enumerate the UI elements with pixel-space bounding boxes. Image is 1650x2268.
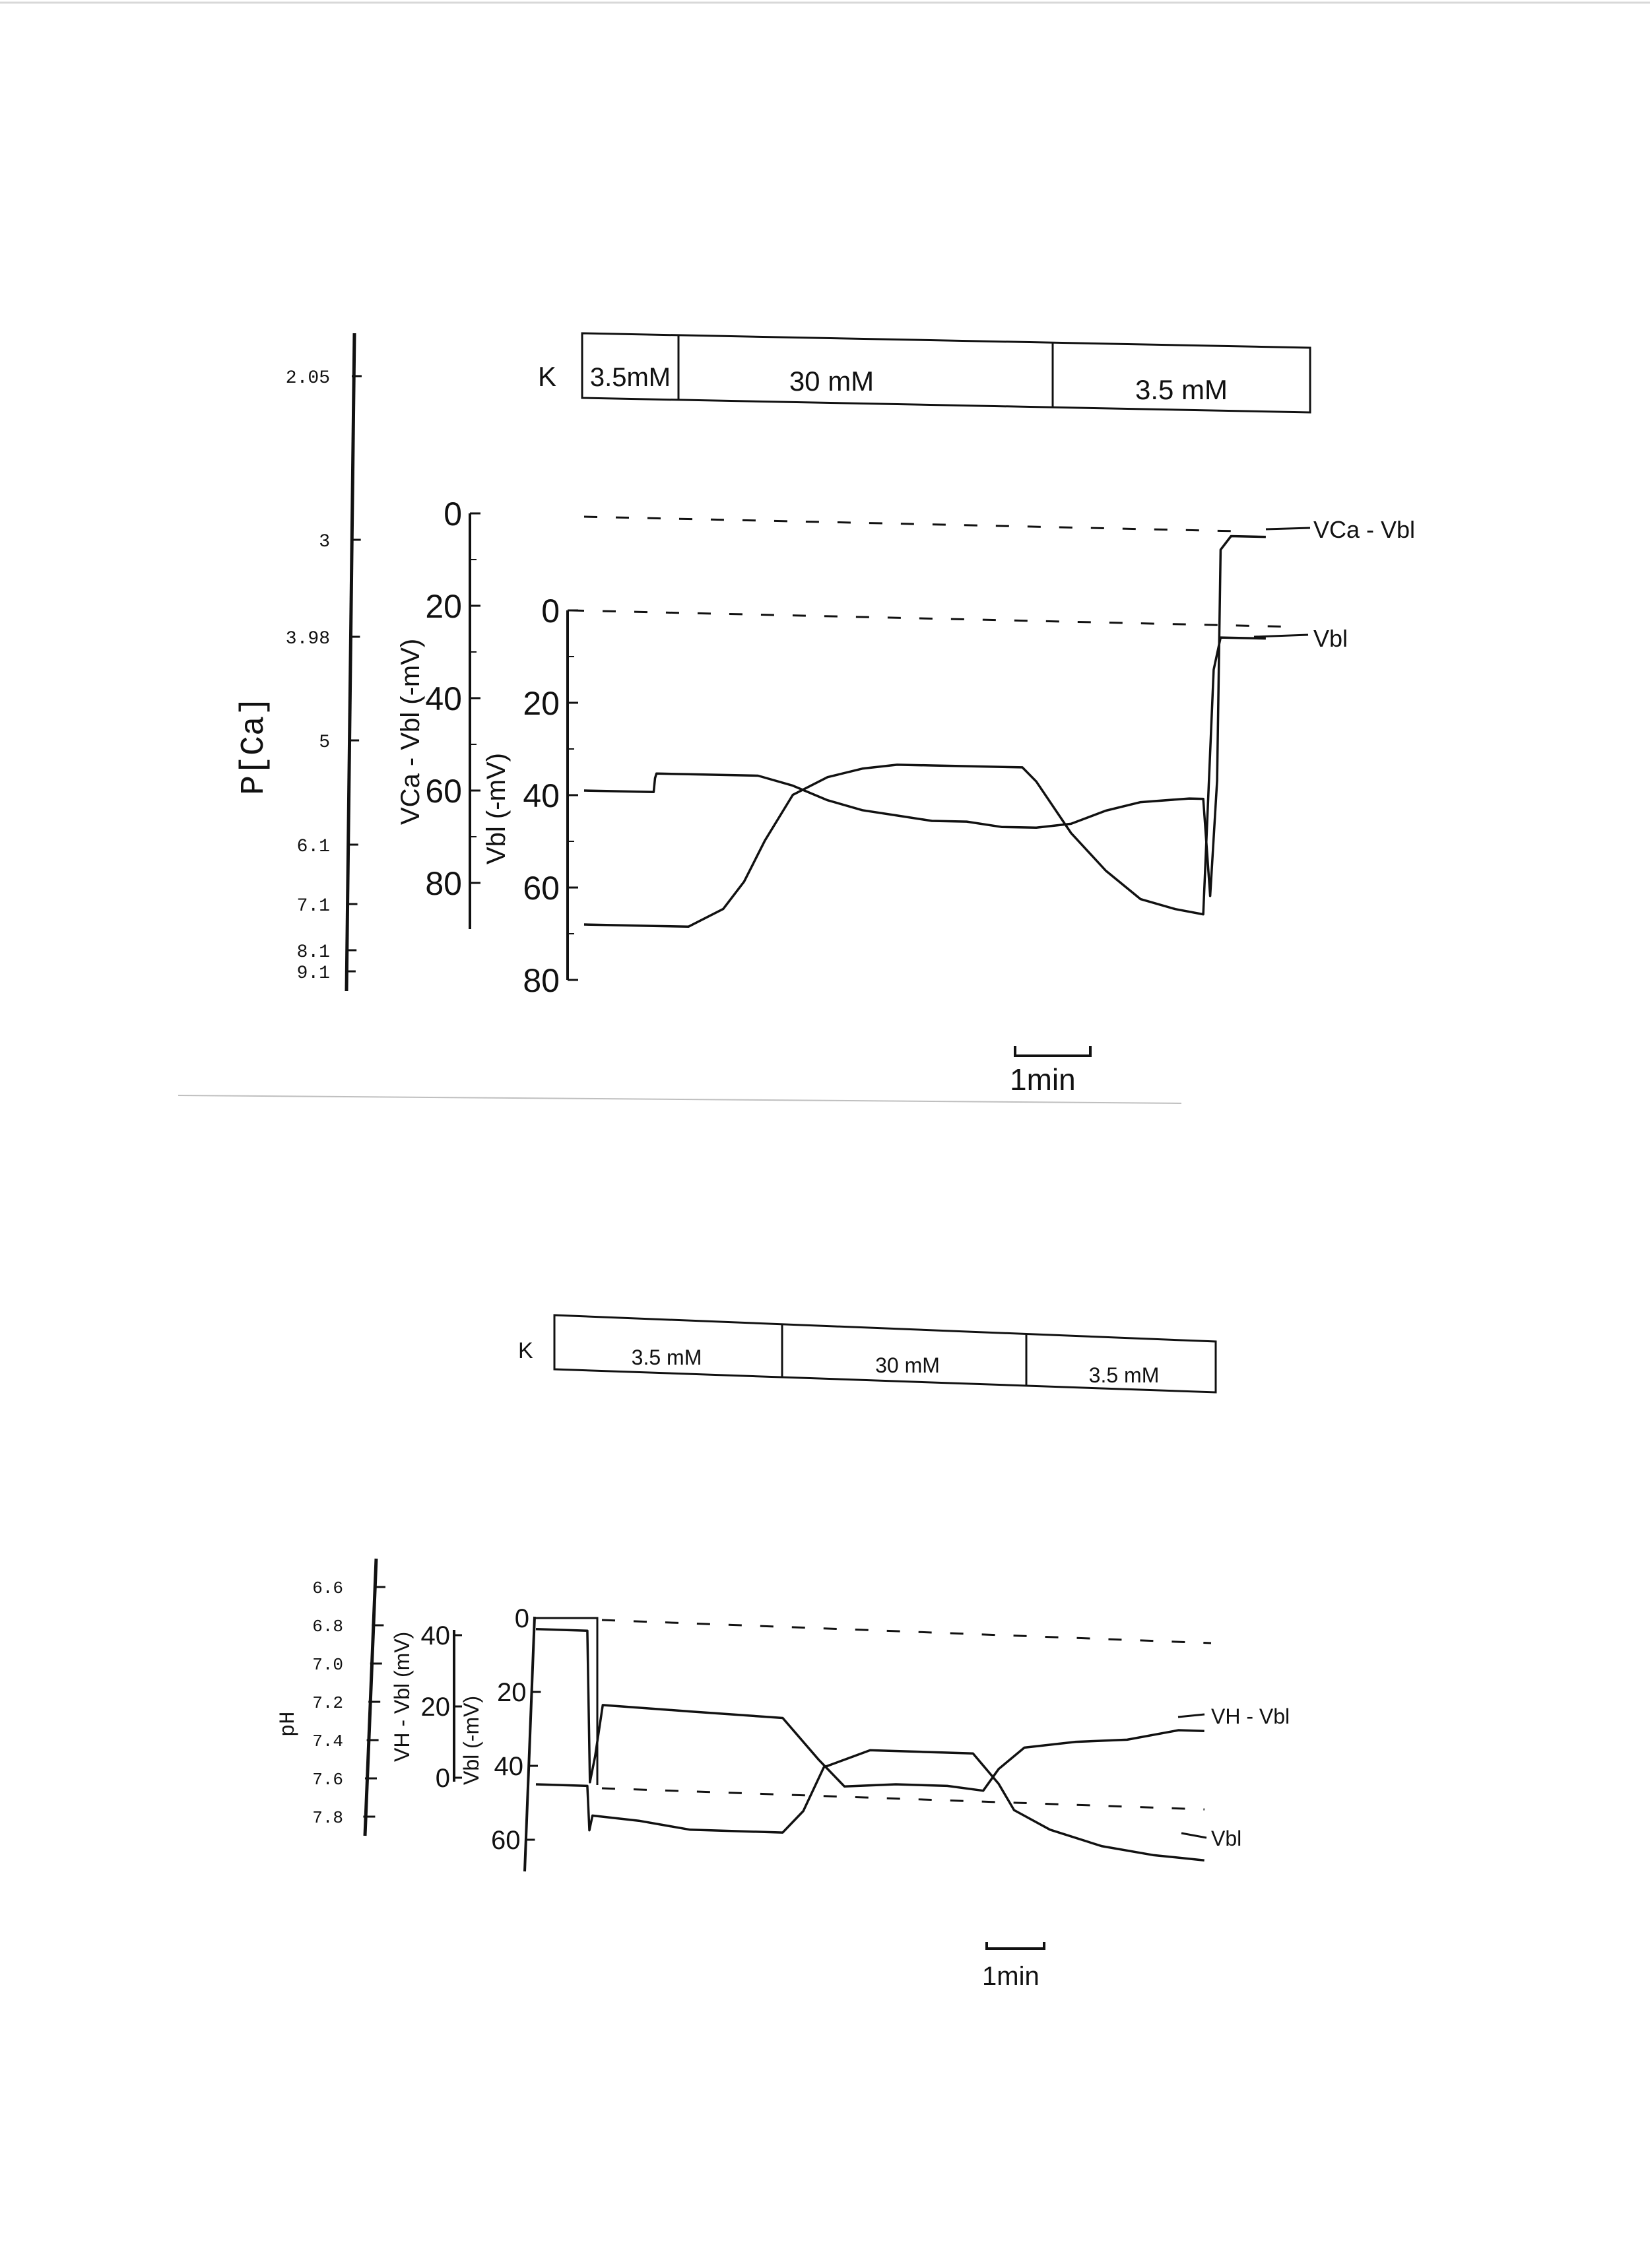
ph-axis-label: pH	[276, 1711, 300, 1737]
pca-tick-label: 5	[319, 732, 330, 753]
trace-leader	[1266, 528, 1310, 529]
pca-tick-label: 3.98	[285, 629, 330, 649]
ph-tick-label: 6.6	[312, 1578, 343, 1598]
baseline-bl-dashed	[571, 610, 1297, 627]
pca-tick-label: 7.1	[296, 896, 330, 917]
axis-diff-tick-label: 40	[420, 1621, 450, 1650]
scale-bar-label: 1min	[1010, 1062, 1076, 1097]
trace-line-bl	[536, 1750, 1204, 1860]
trace-line-bl	[584, 637, 1266, 926]
axis-diff-tick-label: 40	[425, 680, 462, 717]
axis-diff-label: VCa - Vbl (-mV)	[396, 638, 425, 825]
pca-tick-label: 6.1	[296, 837, 330, 857]
axis-bl-tick-group	[491, 1604, 544, 1855]
bottom-k-label: K	[518, 1338, 533, 1363]
top-panel	[236, 333, 1415, 1097]
bottom-axis-bl	[459, 1604, 544, 1871]
axis-diff-label: VH - Vbl (mV)	[390, 1631, 414, 1762]
bottom-ph-axis	[276, 1559, 385, 1836]
trace-leader	[1178, 1714, 1204, 1717]
baseline-diff-dashed	[584, 517, 1238, 531]
axis-bl-tick-label: 40	[523, 777, 560, 814]
axis-diff-tick-label: 0	[435, 1764, 450, 1793]
pca-tick-label: 8.1	[296, 942, 330, 963]
trace-label-bl: Vbl	[1211, 1827, 1242, 1850]
axis-bl-label: Vbl (-mV)	[482, 753, 511, 864]
ph-tick-label: 7.4	[312, 1732, 343, 1751]
axis-diff-tick-group	[425, 496, 480, 902]
axis-bl-tick-label: 20	[497, 1678, 527, 1707]
ph-tick-label: 7.8	[312, 1808, 343, 1828]
scale-bar	[987, 1942, 1044, 1949]
axis-diff-tick-label: 0	[444, 496, 462, 533]
ph-tick-label: 6.8	[312, 1617, 343, 1636]
top-segment-label: 3.5mM	[589, 363, 671, 392]
top-axis-bl	[482, 593, 578, 999]
top-axis-diff	[396, 496, 480, 929]
pca-tick-label: 3	[319, 532, 330, 552]
ph-axis-line	[365, 1559, 376, 1836]
axis-bl-tick-label: 20	[523, 685, 560, 722]
top-k-label: K	[538, 361, 557, 392]
trace-line-diff	[584, 536, 1266, 896]
top-segment-label: 3.5 mM	[1135, 374, 1228, 405]
axis-diff-tick-label: 60	[425, 773, 462, 810]
pca-axis-label: P[Ca]	[236, 696, 273, 795]
scale-bar-label: 1min	[982, 1962, 1040, 1991]
trace-label-diff: VH - Vbl	[1211, 1704, 1290, 1728]
axis-diff-tick-group	[421, 1621, 463, 1793]
top-pca-axis	[236, 333, 362, 991]
bottom-segment-label: 3.5 mM	[631, 1345, 702, 1369]
pca-tick-label: 9.1	[296, 963, 330, 984]
top-trace-group	[584, 536, 1266, 927]
axis-bl-line	[525, 1617, 535, 1871]
pca-tick-label: 2.05	[285, 368, 330, 389]
bottom-axis-diff	[390, 1621, 462, 1793]
ph-tick-label: 7.0	[312, 1655, 343, 1675]
axis-diff-tick-label: 80	[425, 865, 462, 902]
ph-tick-label: 7.2	[312, 1693, 343, 1713]
bottom-segment-label: 30 mM	[875, 1353, 940, 1377]
axis-diff-tick-label: 20	[420, 1693, 450, 1722]
trace-line-diff	[536, 1629, 1204, 1791]
top-segment-label: 30 mM	[789, 366, 874, 397]
pca-axis-line	[346, 333, 354, 991]
ph-tick-label: 7.6	[312, 1770, 343, 1790]
bottom-condition-bar	[518, 1315, 1216, 1392]
bottom-panel	[276, 1315, 1290, 1991]
trace-label-diff: VCa - Vbl	[1313, 516, 1416, 543]
axis-bl-tick-group	[523, 593, 578, 999]
axis-bl-tick-label: 0	[514, 1604, 529, 1633]
trace-leader	[1181, 1833, 1206, 1838]
baseline-lower-dashed	[602, 1788, 1204, 1809]
axis-bl-tick-label: 60	[491, 1826, 521, 1855]
bottom-segment-label: 3.5 mM	[1088, 1363, 1160, 1387]
axis-bl-tick-label: 0	[541, 593, 560, 630]
axis-bl-tick-label: 40	[494, 1752, 523, 1781]
top-condition-bar	[538, 333, 1310, 412]
axis-bl-label: Vbl (-mV)	[459, 1695, 483, 1785]
axis-bl-tick-label: 80	[523, 962, 560, 999]
axis-diff-tick-label: 20	[425, 588, 462, 625]
baseline-upper-dashed	[602, 1620, 1211, 1643]
bottom-trace-group	[536, 1629, 1204, 1860]
trace-label-bl: Vbl	[1313, 625, 1348, 652]
scale-bar	[1015, 1046, 1090, 1056]
axis-bl-tick-label: 60	[523, 870, 560, 907]
trace-leader	[1254, 635, 1308, 637]
